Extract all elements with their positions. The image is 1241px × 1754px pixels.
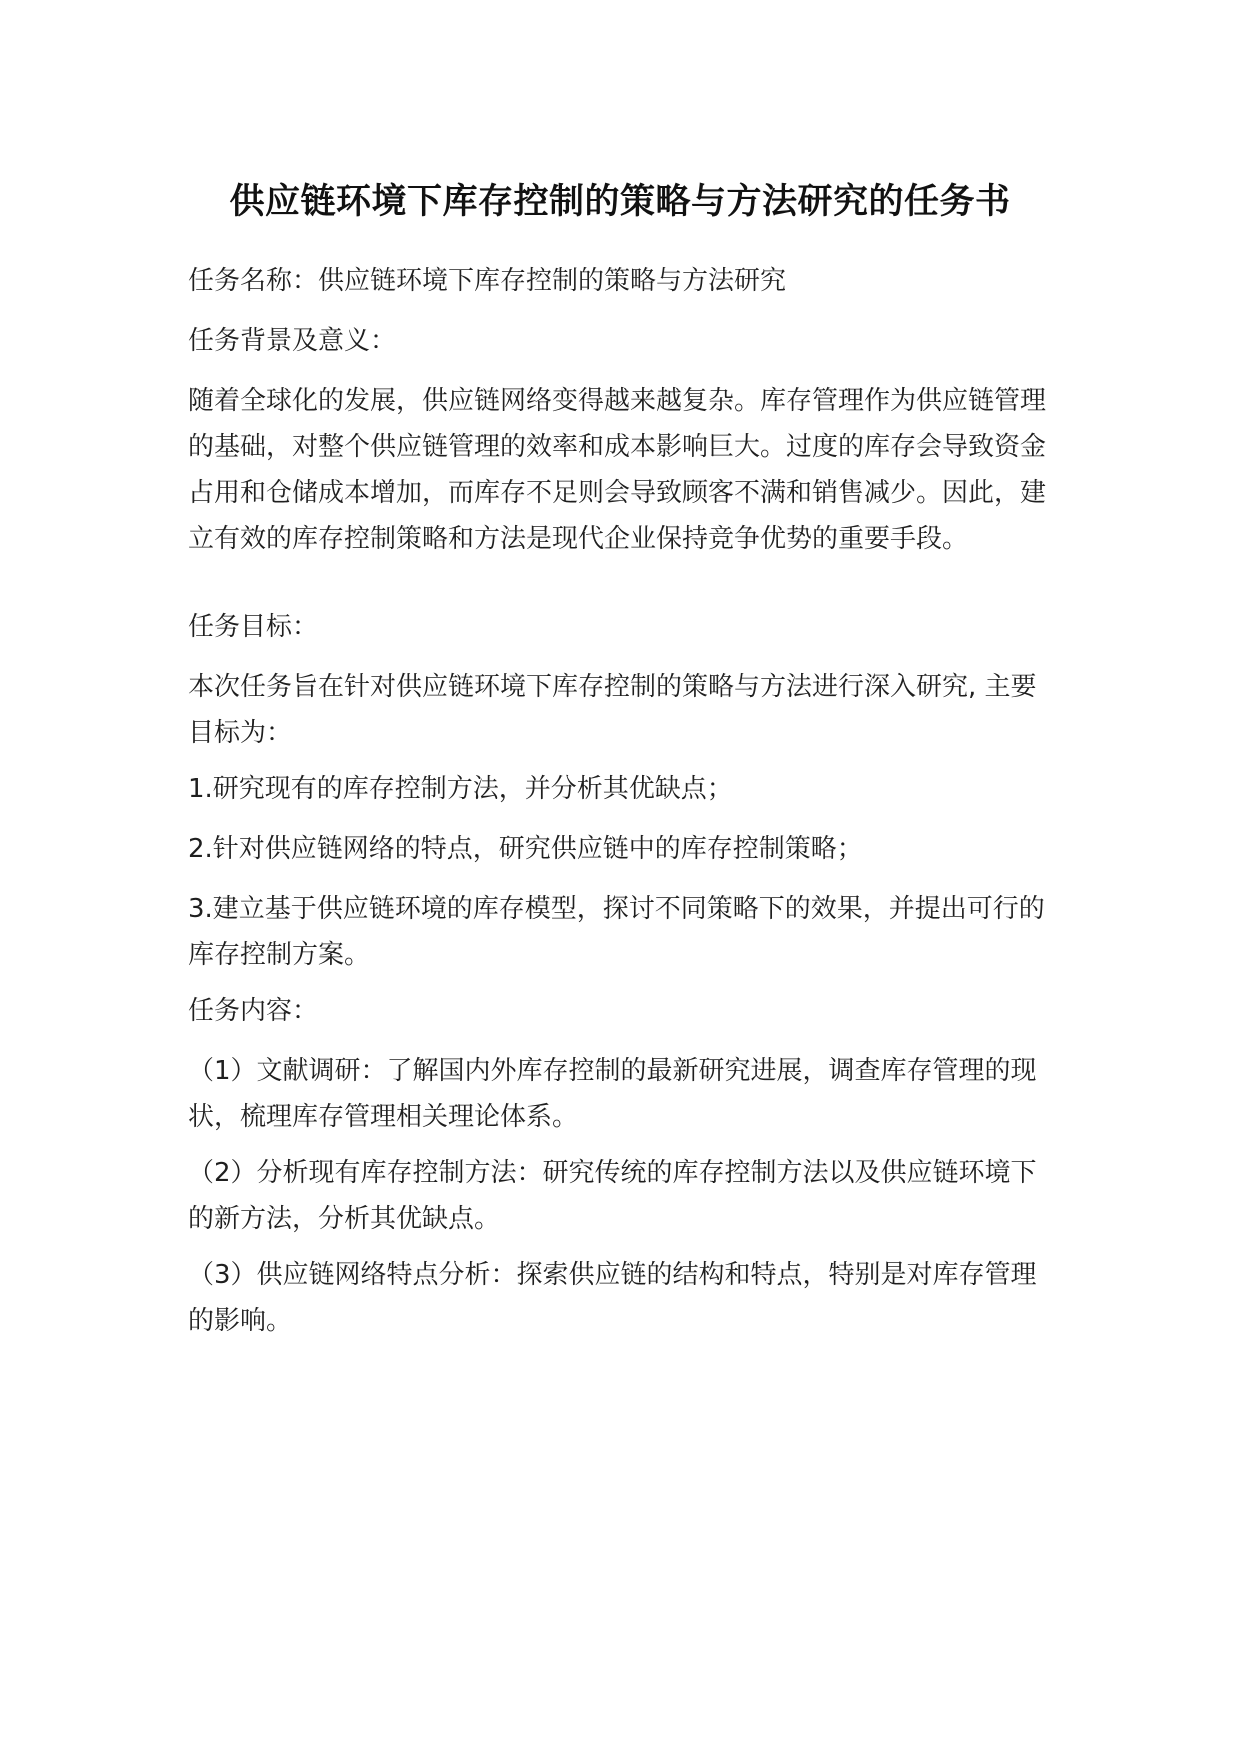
content-item: （1）文献调研：了解国内外库存控制的最新研究进展，调查库存管理的现状，梳理库存管理相关理论体系。 bbox=[188, 1056, 1037, 1132]
objective-item: 3.建立基于供应链环境的库存模型，探讨不同策略下的效果，并提出可行的库存控制方案。 bbox=[188, 894, 1045, 970]
objective-item: 2.针对供应链网络的特点，研究供应链中的库存控制策略； bbox=[188, 834, 863, 864]
background-paragraph: 随着全球化的发展，供应链网络变得越来越复杂。库存管理作为供应链管理的基础，对整个供应链管理的效率和成本影响巨大。过度的库存会导致资金占用和仓储成本增加，而库存不足则会导致顾客不满和销售减少。因此，建立有效的库存控制策略和方法是现代企业保持竞争优势的重要手段。 bbox=[188, 386, 1047, 554]
content-heading: 任务内容： bbox=[188, 996, 319, 1026]
document-title: 供应链环境下库存控制的策略与方法研究的任务书 bbox=[229, 182, 1011, 222]
objective-intro: 本次任务旨在针对供应链环境下库存控制的策略与方法进行深入研究, 主要目标为： bbox=[188, 672, 1037, 748]
content-item: （3）供应链网络特点分析：探索供应链的结构和特点，特别是对库存管理的影响。 bbox=[188, 1260, 1037, 1336]
background-heading: 任务背景及意义： bbox=[188, 326, 397, 356]
objective-item: 1.研究现有的库存控制方法，并分析其优缺点； bbox=[188, 774, 733, 804]
content-item: （2）分析现有库存控制方法：研究传统的库存控制方法以及供应链环境下的新方法，分析其优缺点。 bbox=[188, 1158, 1037, 1234]
objective-heading: 任务目标： bbox=[188, 612, 319, 642]
task-name: 任务名称：供应链环境下库存控制的策略与方法研究 bbox=[188, 266, 787, 296]
